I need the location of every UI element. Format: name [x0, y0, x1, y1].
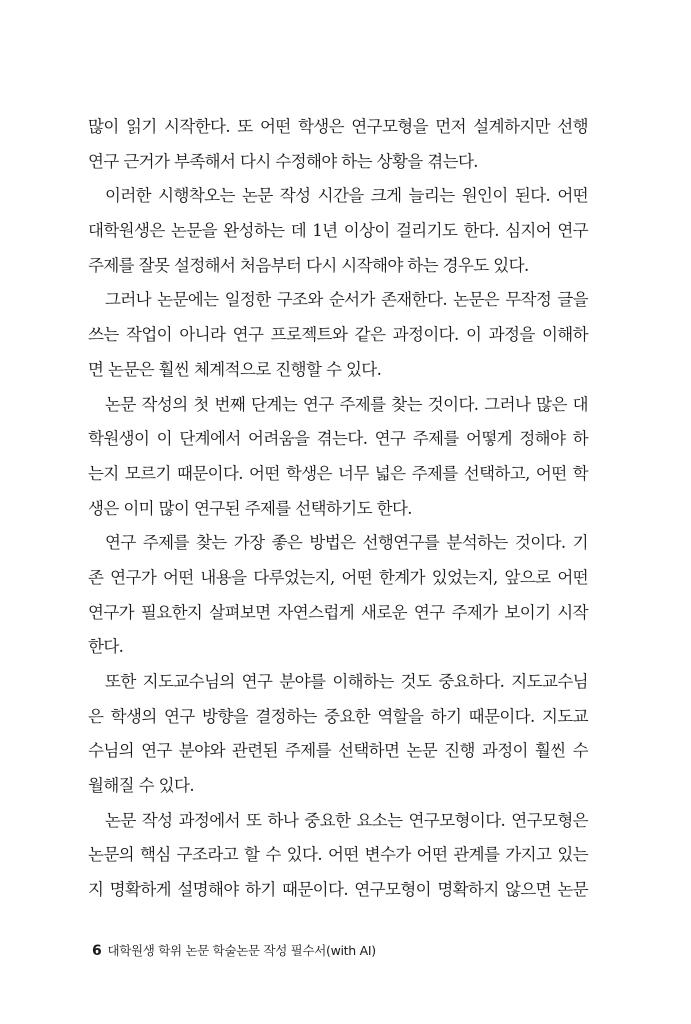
text-line: 연구 근거가 부족해서 다시 수정해야 하는 상황을 겪는다. — [88, 151, 478, 171]
text-line: 월해질 수 있다. — [88, 776, 194, 796]
text-line: 존 연구가 어떤 내용을 다루었는지, 어떤 한계가 있었는지, 앞으로 어떤 — [88, 567, 588, 587]
text-line: 주제를 잘못 설정해서 처음부터 다시 시작해야 하는 경우도 있다. — [88, 255, 529, 275]
text-line: 또한 지도교수님의 연구 분야를 이해하는 것도 중요하다. 지도교수님 — [105, 672, 588, 691]
text-line: 은 학생의 연구 방향을 결정하는 중요한 역할을 하기 때문이다. 지도교 — [88, 706, 588, 726]
text-line: 그러나 논문에는 일정한 구조와 순서가 존재한다. 논문은 무작정 글을 — [105, 290, 588, 310]
text-line: 는지 모르기 때문이다. 어떤 학생은 너무 넓은 주제를 선택하고, 어떤 학 — [88, 463, 588, 483]
page-footer — [92, 941, 376, 959]
text-line: 논문 작성의 첫 번째 단계는 연구 주제를 찾는 것이다. 그러나 많은 대 — [105, 394, 588, 414]
page-number: 6 — [92, 943, 102, 959]
text-line: 수님의 연구 분야와 관련된 주제를 선택하면 논문 진행 과정이 훨씬 수 — [88, 741, 588, 761]
text-line: 한다. — [88, 637, 124, 657]
text-line: 논문 작성 과정에서 또 하나 중요한 요소는 연구모형이다. 연구모형은 — [105, 810, 588, 830]
text-line: 논문의 핵심 구조라고 할 수 있다. 어떤 변수가 어떤 관계를 가지고 있는 — [88, 845, 588, 865]
body-text — [88, 110, 588, 908]
text-line: 대학원생은 논문을 완성하는 데 1년 이상이 걸리기도 한다. 심지어 연구 — [88, 221, 588, 241]
text-line: 지 명확하게 설명해야 하기 때문이다. 연구모형이 명확하지 않으면 논문 — [88, 880, 588, 900]
text-line: 연구가 필요한지 살펴보면 자연스럽게 새로운 연구 주제가 보이기 시작 — [88, 602, 588, 622]
book-title: 대학원생 학위 논문 학술논문 작성 필수서(with AI) — [107, 943, 376, 958]
text-line: 연구 주제를 찾는 가장 좋은 방법은 선행연구를 분석하는 것이다. 기 — [105, 533, 588, 553]
text-line: 많이 읽기 시작한다. 또 어떤 학생은 연구모형을 먼저 설계하지만 선행 — [88, 117, 588, 136]
text-line: 면 논문은 훨씬 체계적으로 진행할 수 있다. — [88, 359, 382, 379]
text-line: 이러한 시행착오는 논문 작성 시간을 크게 늘리는 원인이 된다. 어떤 — [105, 186, 588, 206]
text-line: 쓰는 작업이 아니라 연구 프로젝트와 같은 과정이다. 이 과정을 이해하 — [88, 325, 588, 345]
text-line: 학원생이 이 단계에서 어려움을 겪는다. 연구 주제를 어떻게 정해야 하 — [88, 429, 588, 449]
text-line: 생은 이미 많이 연구된 주제를 선택하기도 한다. — [88, 498, 412, 518]
